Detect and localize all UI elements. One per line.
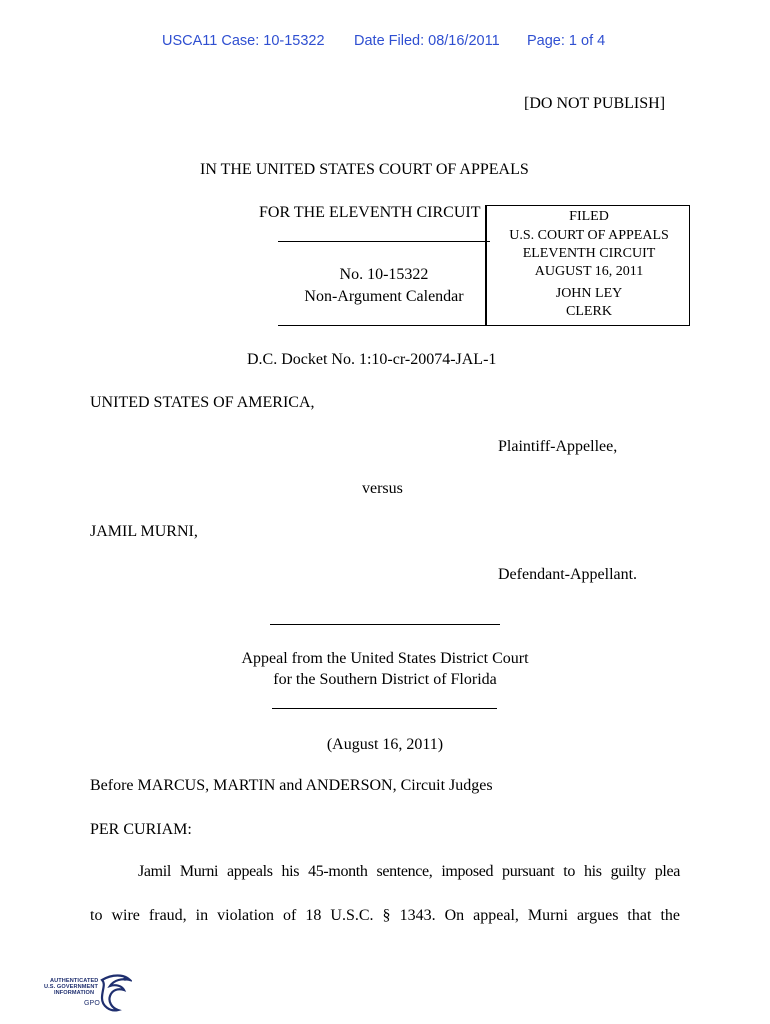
- seal-text: AUTHENTICATED: [50, 978, 99, 984]
- calendar-type: Non-Argument Calendar: [304, 288, 464, 305]
- filed-stamp-line: AUGUST 16, 2011: [534, 264, 644, 279]
- defendant-role: Defendant-Appellant.: [498, 566, 638, 583]
- filed-stamp-line: CLERK: [566, 304, 612, 319]
- opinion-paragraph-line: Jamil Murni appeals his 45-month sentence, imposed pursuant to his guilty plea: [138, 863, 680, 880]
- docket-number: D.C. Docket No. 1:10-cr-20074-JAL-1: [247, 351, 497, 368]
- case-number: No. 10-15322: [339, 266, 429, 283]
- per-curiam-heading: PER CURIAM:: [90, 821, 192, 838]
- filed-stamp-line: FILED: [569, 209, 609, 224]
- header-case-number: USCA11 Case: 10-15322: [162, 33, 325, 49]
- plaintiff-role: Plaintiff-Appellee,: [498, 438, 618, 455]
- filed-stamp-line: ELEVENTH CIRCUIT: [522, 246, 656, 261]
- appeal-origin: Appeal from the United States District Court: [241, 650, 529, 667]
- rule-bottom: [278, 325, 490, 326]
- filed-stamp-line: JOHN LEY: [555, 286, 623, 301]
- versus-label: versus: [362, 480, 403, 497]
- defendant-name: JAMIL MURNI,: [90, 523, 198, 540]
- header-page-number: Page: 1 of 4: [527, 33, 606, 49]
- plaintiff-name: UNITED STATES OF AMERICA,: [90, 394, 315, 411]
- seal-text: INFORMATION: [54, 990, 95, 996]
- panel-judges: Before MARCUS, MARTIN and ANDERSON, Circuit Judges: [90, 777, 493, 794]
- seal-text: GPO: [84, 1000, 100, 1007]
- rule-top: [278, 241, 490, 242]
- decision-date: (August 16, 2011): [326, 736, 444, 753]
- circuit-name: FOR THE ELEVENTH CIRCUIT: [259, 204, 481, 221]
- seal-text: U.S. GOVERNMENT: [44, 984, 99, 990]
- eagle-icon: [98, 974, 132, 1014]
- appeal-district: for the Southern District of Florida: [273, 671, 497, 688]
- filed-stamp-line: U.S. COURT OF APPEALS: [509, 228, 669, 243]
- appeal-rule: [272, 708, 497, 709]
- opinion-paragraph-line: to wire fraud, in violation of 18 U.S.C. § 1343. On appeal, Murni argues that the: [90, 907, 680, 924]
- court-name: IN THE UNITED STATES COURT OF APPEALS: [200, 161, 529, 178]
- gpo-authentication-seal: [44, 974, 134, 1016]
- section-rule: [270, 624, 500, 625]
- publish-status: [DO NOT PUBLISH]: [524, 95, 666, 112]
- header-date-filed: Date Filed: 08/16/2011: [354, 33, 500, 49]
